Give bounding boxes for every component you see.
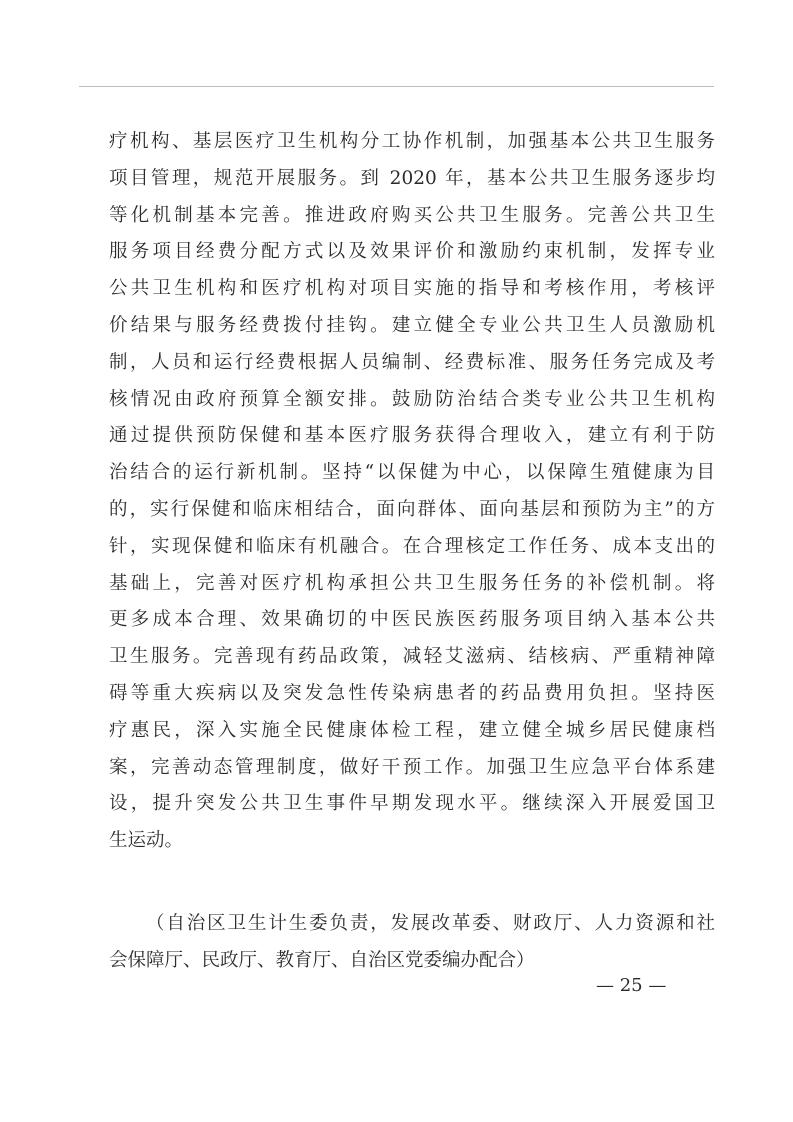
- body-line: 制，人员和运行经费根据人员编制、经费标准、服务任务完成及考: [109, 351, 715, 373]
- body-line: 疗机构、基层医疗卫生机构分工协作机制，加强基本公共卫生服务: [109, 131, 715, 152]
- body-line: 通过提供预防保健和基本医疗服务获得合理收入，建立有利于防: [109, 425, 715, 447]
- body-line: 项目管理，规范开展服务。到 2020 年，基本公共卫生服务逐步均: [109, 167, 715, 189]
- body-line: 基础上，完善对医疗机构承担公共卫生服务任务的补偿机制。将: [109, 572, 715, 594]
- body-line: 的，实行保健和临床相结合，面向群体、面向基层和预防为主”的方: [109, 498, 715, 520]
- body-line: 等化机制基本完善。推进政府购买公共卫生服务。完善公共卫生: [109, 204, 715, 226]
- body-paragraph: [109, 124, 715, 860]
- body-line: 针，实现保健和临床有机融合。在合理核定工作任务、成本支出的: [109, 535, 715, 557]
- header-rule: [79, 86, 714, 87]
- body-line: 案，完善动态管理制度，做好干预工作。加强卫生应急平台体系建: [109, 756, 715, 778]
- body-line: 治结合的运行新机制。坚持“以保健为中心，以保障生殖健康为目: [109, 462, 715, 484]
- body-line: 生运动。: [109, 830, 184, 852]
- page-number: — 25 —: [596, 975, 667, 996]
- note-line: 会保障厅、民政厅、教育厅、自治区党委编办配合）: [109, 949, 535, 971]
- note-line: （自治区卫生计生委负责，发展改革委、财政厅、人力资源和社: [146, 913, 715, 934]
- body-line: 服务项目经费分配方式以及效果评价和激励约束机制，发挥专业: [109, 241, 715, 263]
- body-line: 碍等重大疾病以及突发急性传染病患者的药品费用负担。坚持医: [109, 682, 715, 704]
- body-line: 疗惠民，深入实施全民健康体检工程，建立健全城乡居民健康档: [109, 719, 715, 741]
- body-line: 卫生服务。完善现有药品政策，减轻艾滋病、结核病、严重精神障: [109, 646, 715, 668]
- body-line: 更多成本合理、效果确切的中医民族医药服务项目纳入基本公共: [109, 609, 715, 631]
- body-line: 核情况由政府预算全额安排。鼓励防治结合类专业公共卫生机构: [109, 388, 715, 410]
- body-line: 公共卫生机构和医疗机构对项目实施的指导和考核作用，考核评: [109, 278, 715, 300]
- body-line: 设，提升突发公共卫生事件早期发现水平。继续深入开展爱国卫: [109, 793, 715, 815]
- body-line: 价结果与服务经费拨付挂钩。建立健全专业公共卫生人员激励机: [109, 314, 715, 336]
